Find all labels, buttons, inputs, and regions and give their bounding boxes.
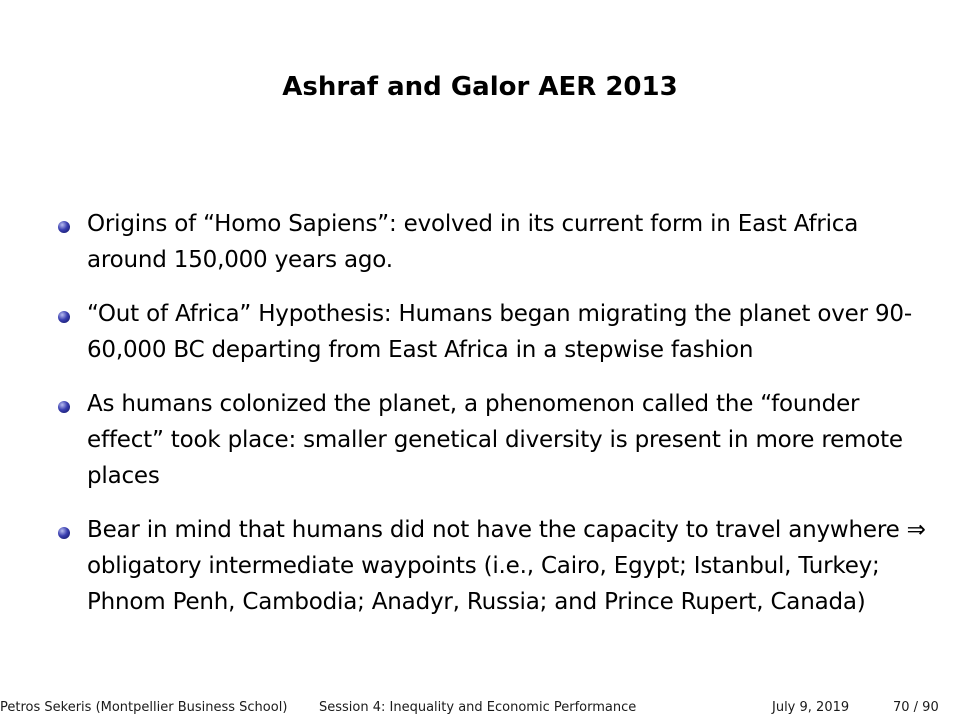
bullet-item — [0, 512, 960, 620]
footer-author: Petros Sekeris (Montpellier Business School) — [0, 700, 288, 715]
bullet-ball-icon — [58, 311, 70, 323]
bullet-list — [0, 206, 960, 638]
footer — [0, 697, 960, 719]
bullet-item — [0, 206, 960, 278]
bullet-text: “Out of Africa” Hypothesis: Humans began migrating the planet over 90-60,000 BC departing from East Africa in a stepwise fashion — [87, 301, 912, 363]
bullet-text: As humans colonized the planet, a phenomenon called the “founder effect” took place: smaller genetical diversity is present in more remote places — [87, 391, 903, 489]
bullet-ball-icon — [58, 401, 70, 413]
footer-date: July 9, 2019 — [772, 700, 850, 715]
footer-page-number: 70 / 90 — [893, 700, 939, 715]
bullet-text: Origins of “Homo Sapiens”: evolved in its current form in East Africa around 150,000 years ago. — [87, 211, 859, 273]
bullet-ball-icon — [58, 527, 70, 539]
footer-talk-title: Session 4: Inequality and Economic Performance — [319, 700, 637, 715]
bullet-ball-icon — [58, 221, 70, 233]
bullet-item — [0, 296, 960, 368]
bullet-item — [0, 386, 960, 494]
slide-title: Ashraf and Galor AER 2013 — [282, 72, 678, 102]
bullet-text: Bear in mind that humans did not have the capacity to travel anywhere ⇒ obligatory intermediate waypoints (i.e., Cairo, Egypt; Istanbul, Turkey; Phnom Penh, Cambodia; Anadyr, Russia; and Prince Rupert, Canada) — [87, 517, 926, 615]
